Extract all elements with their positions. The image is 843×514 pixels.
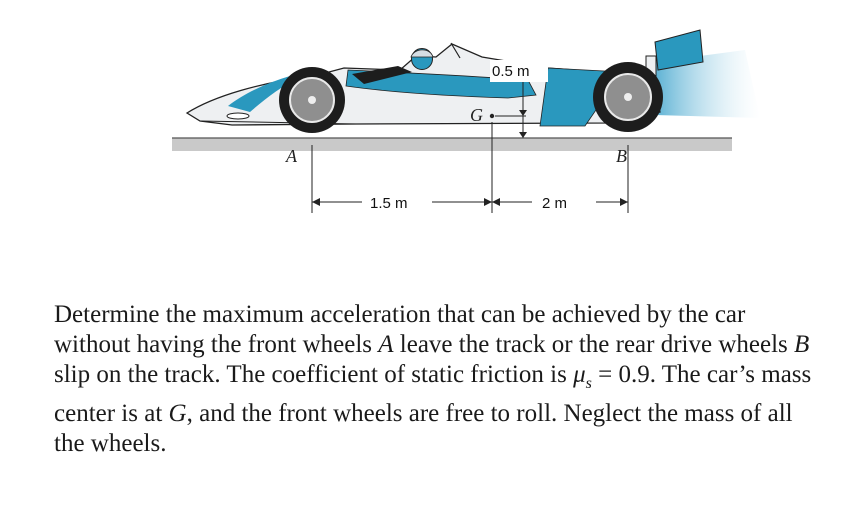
problem-text: Determine the maximum acceleration that can be achieved by the car without having the front wheels A leave the track or the rear drive wheels B slip on the track. The coefficient of static friction is $\mu_s = 0.9$. The car’s mass center is at G, and the front wheels are free to roll. Neglect the mass of all the wheels. — [54, 301, 812, 457]
dimension-lines — [312, 122, 628, 213]
var-a: A — [378, 331, 394, 358]
mass-center-dot — [490, 114, 494, 118]
track — [172, 138, 732, 151]
front-wheel — [279, 67, 345, 133]
var-b: B — [794, 331, 810, 358]
front-dimension-label: 1.5 m — [370, 195, 408, 212]
front-wheel-label: A — [286, 146, 297, 166]
mu-symbol: μ — [573, 361, 586, 388]
rear-wheel-label: B — [616, 146, 627, 166]
rear-wheel — [593, 62, 663, 132]
rear-dimension-label: 2 m — [542, 195, 568, 212]
mu-subscript: s — [585, 375, 592, 392]
var-g: G — [168, 400, 187, 427]
height-dimension-label: 0.5 m — [492, 63, 530, 80]
problem-statement — [54, 300, 814, 459]
mass-center-label: G — [470, 105, 483, 125]
